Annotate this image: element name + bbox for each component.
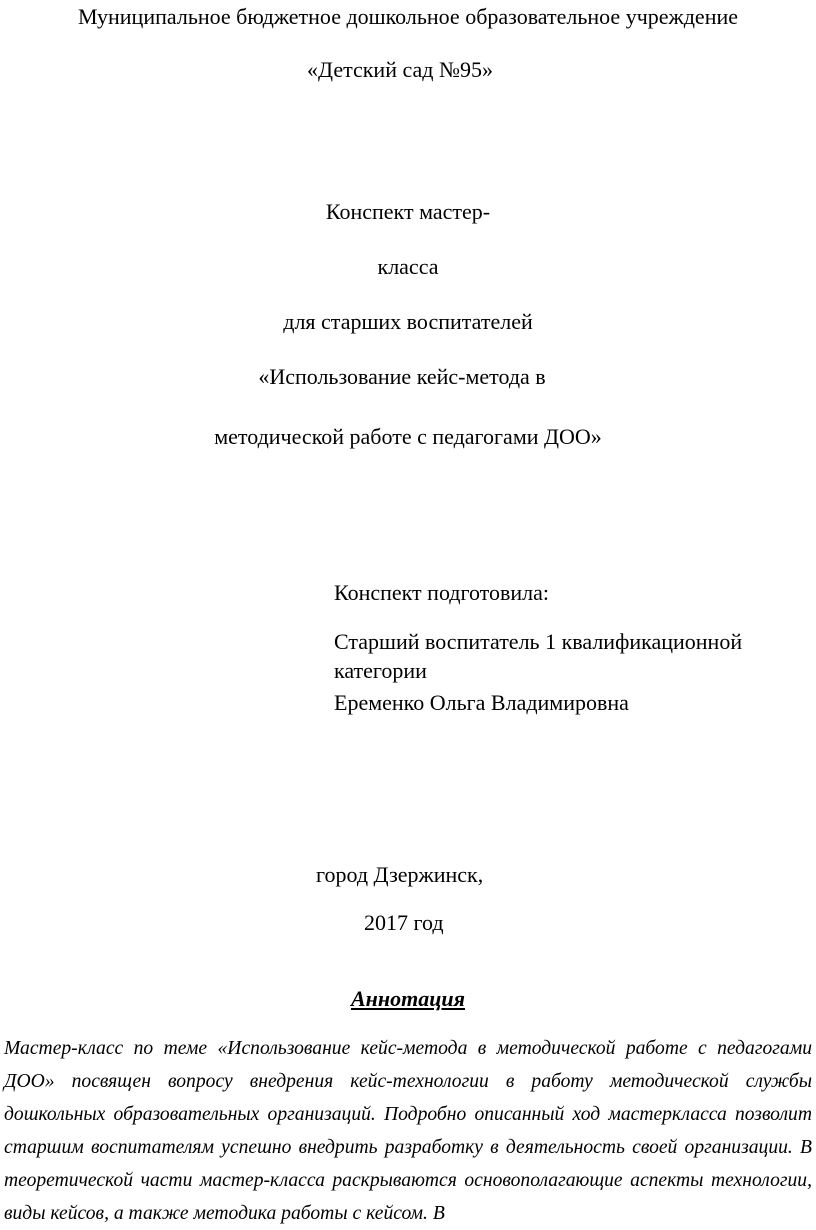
author-position-line-1: Старший воспитатель 1 квалификационной bbox=[334, 629, 743, 654]
annotation-text: Мастер-класс по теме «Использование кейс-метода в методической работе с педагогами ДОО» посвящен вопросу внедрения кейс-технологии в работу методической службы дошкольных образовательных организаций. Подробно описанный ход мастеркласса позволит старшим воспитателям успешно внедрить разработку в деятельность своей организации. В теоретической части мастер-класса раскрываются основополагающие аспекты технологии, виды кейсов, а также методика работы с кейсом. В bbox=[4, 1038, 812, 1224]
author-name: Еременко Ольга Владимировна bbox=[334, 690, 629, 715]
title-line-5: методической работе с педагогами ДОО» bbox=[214, 424, 602, 449]
title-line-3: для старших воспитателей bbox=[283, 309, 533, 334]
title-line-4: «Использование кейс-метода в bbox=[258, 364, 546, 389]
annotation-heading: Аннотация bbox=[350, 986, 466, 1011]
prepared-by-label: Конспект подготовила: bbox=[334, 580, 550, 605]
institution-name: Муниципальное бюджетное дошкольное образовательное учреждение bbox=[78, 4, 738, 29]
author-position-line-2: категории bbox=[334, 658, 427, 683]
title-line-1: Конспект мастер- bbox=[325, 199, 491, 224]
year: 2017 год bbox=[364, 910, 444, 935]
title-line-2: класса bbox=[377, 254, 439, 279]
city: город Дзержинск, bbox=[316, 862, 484, 887]
kindergarten-name: «Детский сад №95» bbox=[307, 57, 493, 82]
